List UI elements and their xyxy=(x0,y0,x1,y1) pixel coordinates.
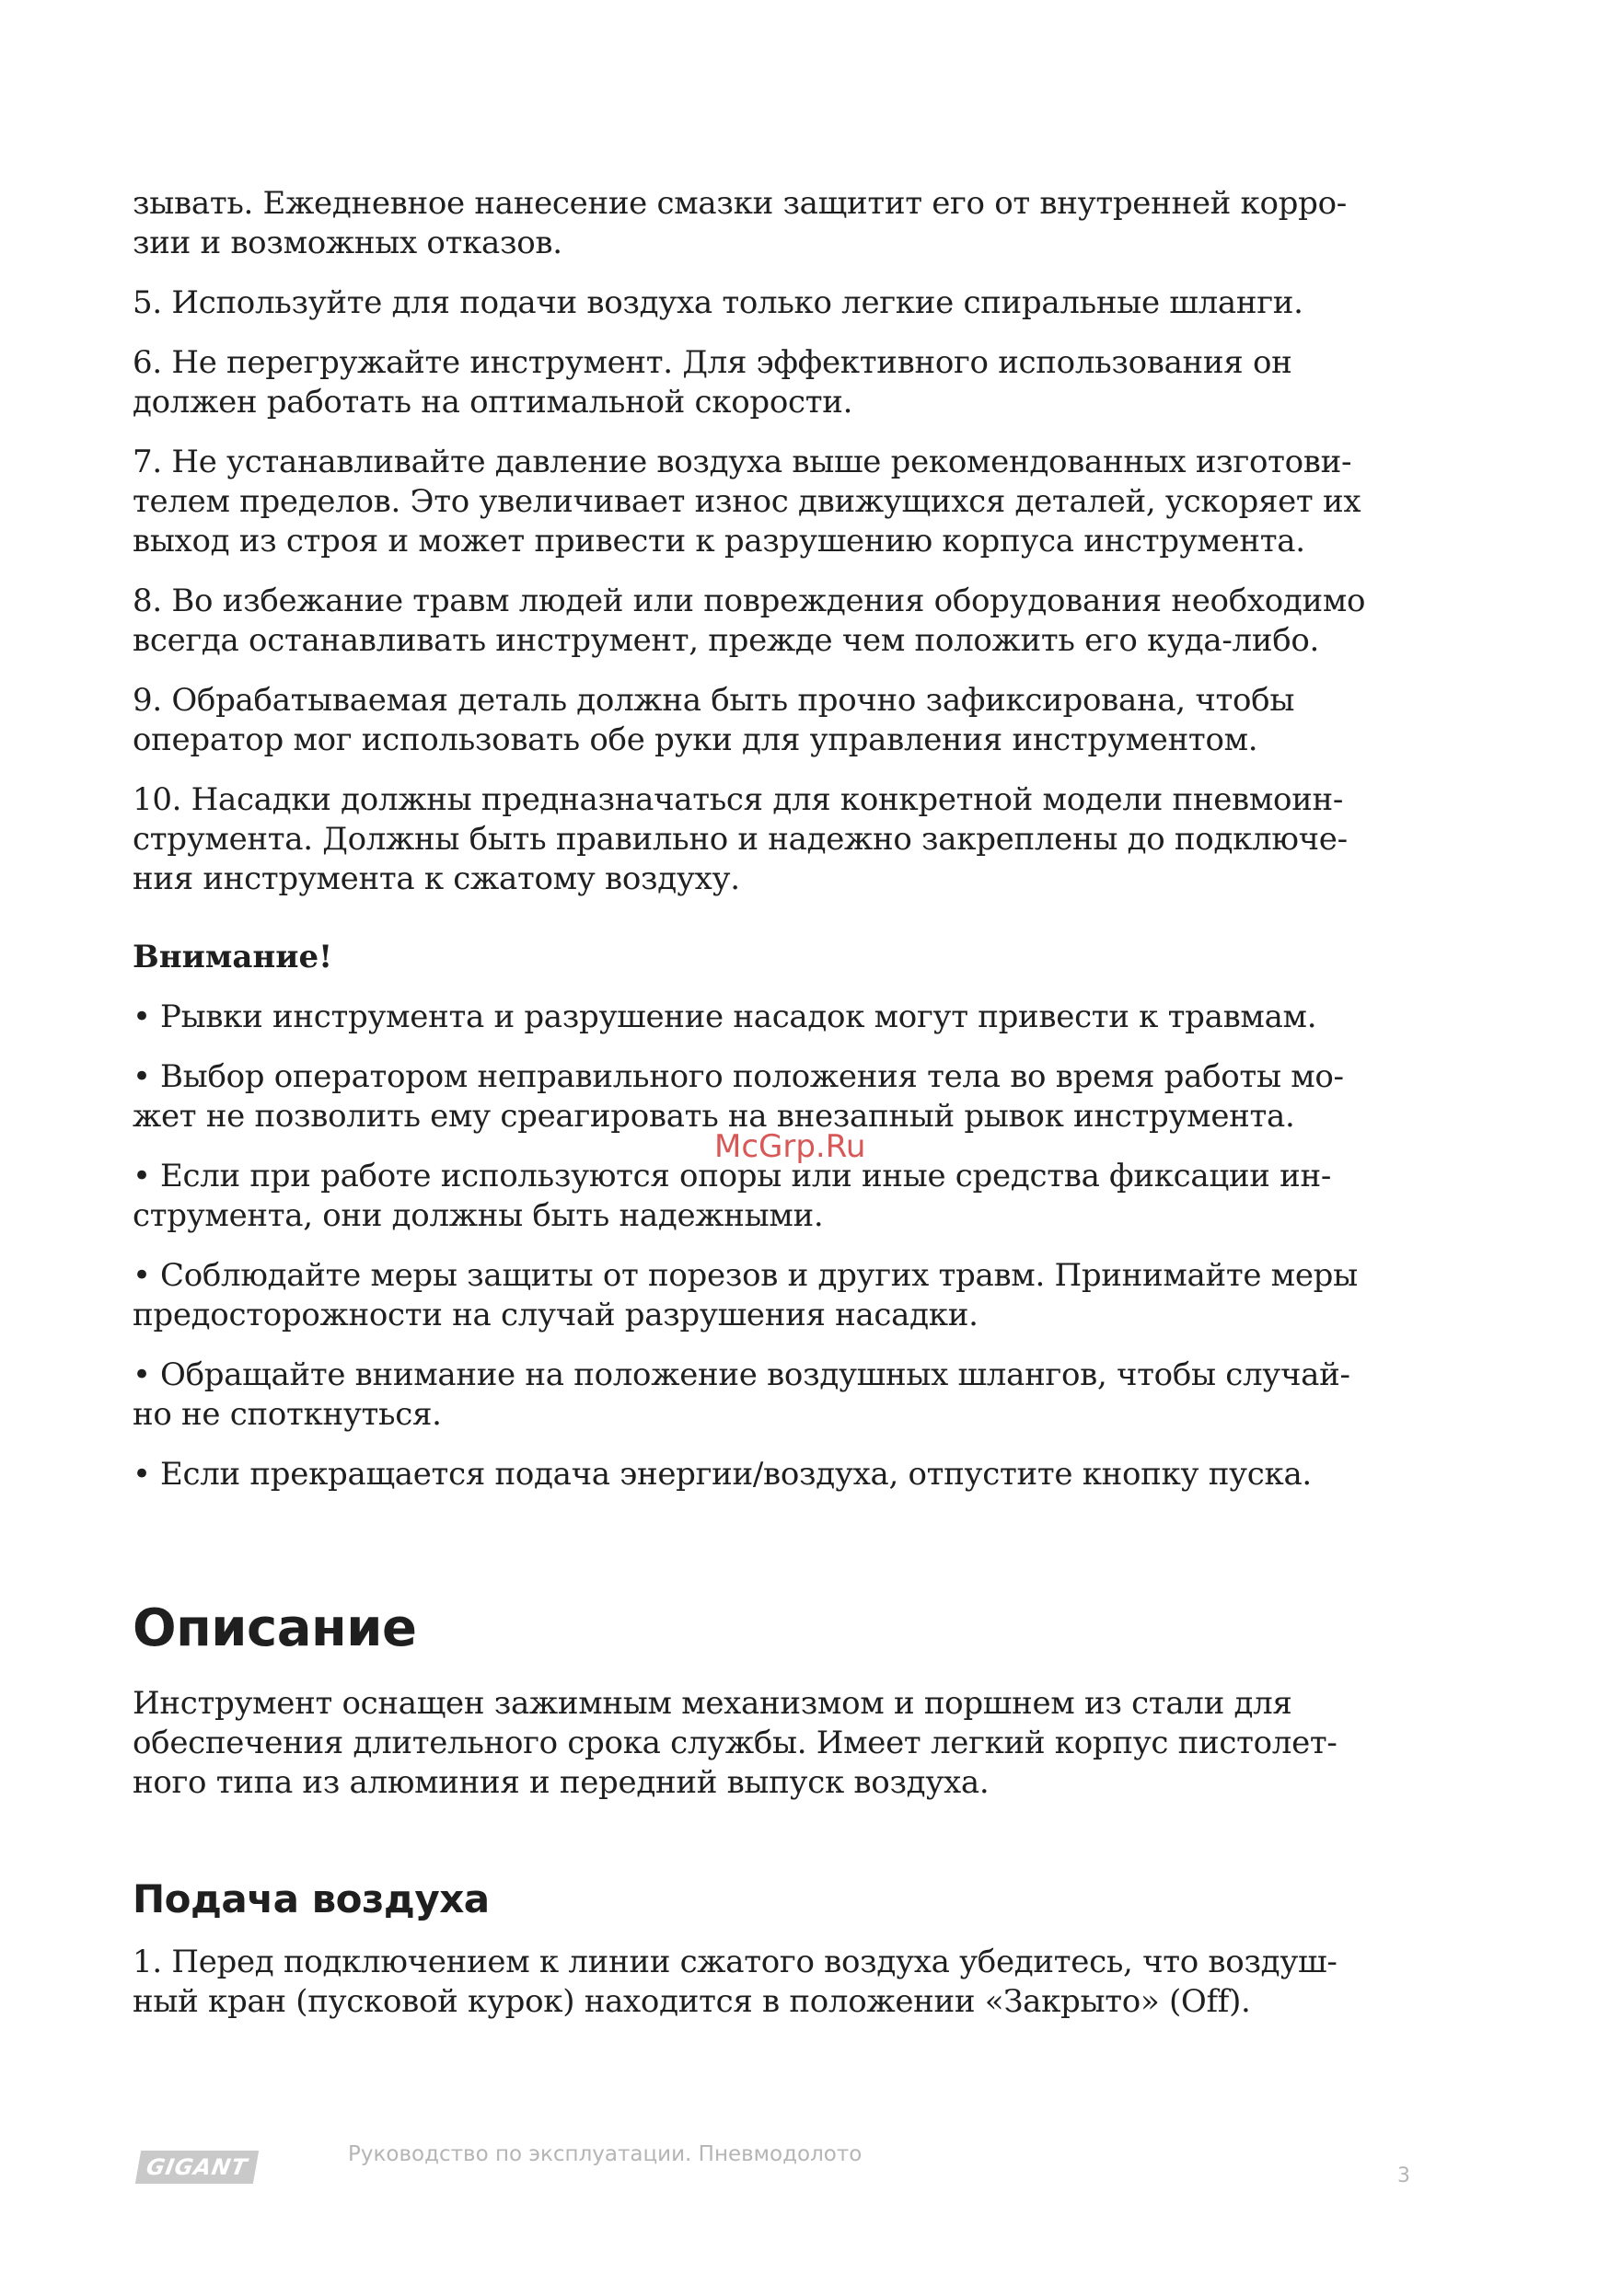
bullet-icon: • xyxy=(133,1058,151,1095)
paragraph-item-7: 7. Не устанавливайте давление воздуха выше рекомендованных изготови- телем пределов. Это увеличивает износ движущихся деталей, ускоряет их выход из строя и может привести к разрушению корпуса инструмента. xyxy=(133,444,1361,560)
paragraph-item-5: 5. Используйте для подачи воздуха только легкие спиральные шланги. xyxy=(133,284,1303,321)
bullet-text: Если прекращается подача энергии/воздуха, отпустите кнопку пуска. xyxy=(160,1456,1312,1493)
attention-bullet xyxy=(133,1256,1421,1335)
attention-bullet xyxy=(133,1356,1421,1435)
footer-title: Руководство по эксплуатации. Пневмодолото xyxy=(348,2142,863,2166)
gigant-logo xyxy=(135,2151,259,2184)
attention-bullet xyxy=(133,1057,1421,1136)
description-text: Инструмент оснащен зажимным механизмом и поршнем из стали для обеспечения длительного срока службы. Имеет легкий корпус пистолет- ного типа из алюминия и передний выпуск воздуха. xyxy=(133,1685,1337,1801)
bullet-text: Соблюдайте меры защиты от порезов и других травм. Принимайте меры предосторожности на случай разрушения насадки. xyxy=(133,1257,1358,1333)
bullet-text: Выбор оператором неправильного положения тела во время работы мо- жет не позволить ему среагировать на внезапный рывок инструмента. xyxy=(133,1058,1344,1135)
bullet-icon: • xyxy=(133,1456,151,1493)
paragraph-item-6: 6. Не перегружайте инструмент. Для эффективного использования он должен работать на оптимальной скорости. xyxy=(133,344,1292,421)
air-supply-heading: Подача воздуха xyxy=(133,1876,490,1921)
attention-bullet xyxy=(133,1455,1421,1494)
air-supply-text: 1. Перед подключением к линии сжатого воздуха убедитесь, что воздуш- ный кран (пусковой курок) находится в положении «Закрыто» (Off). xyxy=(133,1944,1337,2020)
bullet-text: Обращайте внимание на положение воздушных шлангов, чтобы случай- но не споткнуться. xyxy=(133,1356,1350,1433)
logo-text: GIGANT xyxy=(144,2154,250,2180)
paragraph-continued: зывать. Ежедневное нанесение смазки защитит его от внутренней корро- зии и возможных отказов. xyxy=(133,185,1347,261)
bullet-icon: • xyxy=(133,1356,151,1393)
paragraph-item-9: 9. Обрабатываемая деталь должна быть прочно зафиксирована, чтобы оператор мог использовать обе руки для управления инструментом. xyxy=(133,682,1295,758)
paragraph-item-10: 10. Насадки должны предназначаться для конкретной модели пневмоин- струмента. Должны быть правильно и надежно закреплены до подключе- ния инструмента к сжатому воздуху. xyxy=(133,781,1348,897)
bullet-icon: • xyxy=(133,998,151,1035)
page-number: 3 xyxy=(1397,2164,1410,2187)
bullet-icon: • xyxy=(133,1257,151,1294)
description-heading: Описание xyxy=(133,1598,417,1658)
bullet-text: Рывки инструмента и разрушение насадок могут привести к травмам. xyxy=(160,998,1317,1035)
watermark-text: McGrp.Ru xyxy=(714,1128,866,1165)
attention-bullet xyxy=(133,1157,1421,1236)
bullet-icon: • xyxy=(133,1158,151,1194)
attention-heading: Внимание! xyxy=(133,939,333,975)
paragraph-item-8: 8. Во избежание травм людей или повреждения оборудования необходимо всегда останавливать инструмент, прежде чем положить его куда-либо. xyxy=(133,583,1366,659)
bullet-text: Если при работе используются опоры или иные средства фиксации ин- струмента, они должны быть надежными. xyxy=(133,1158,1332,1234)
document-body xyxy=(133,184,1421,2042)
attention-bullet xyxy=(133,998,1421,1037)
